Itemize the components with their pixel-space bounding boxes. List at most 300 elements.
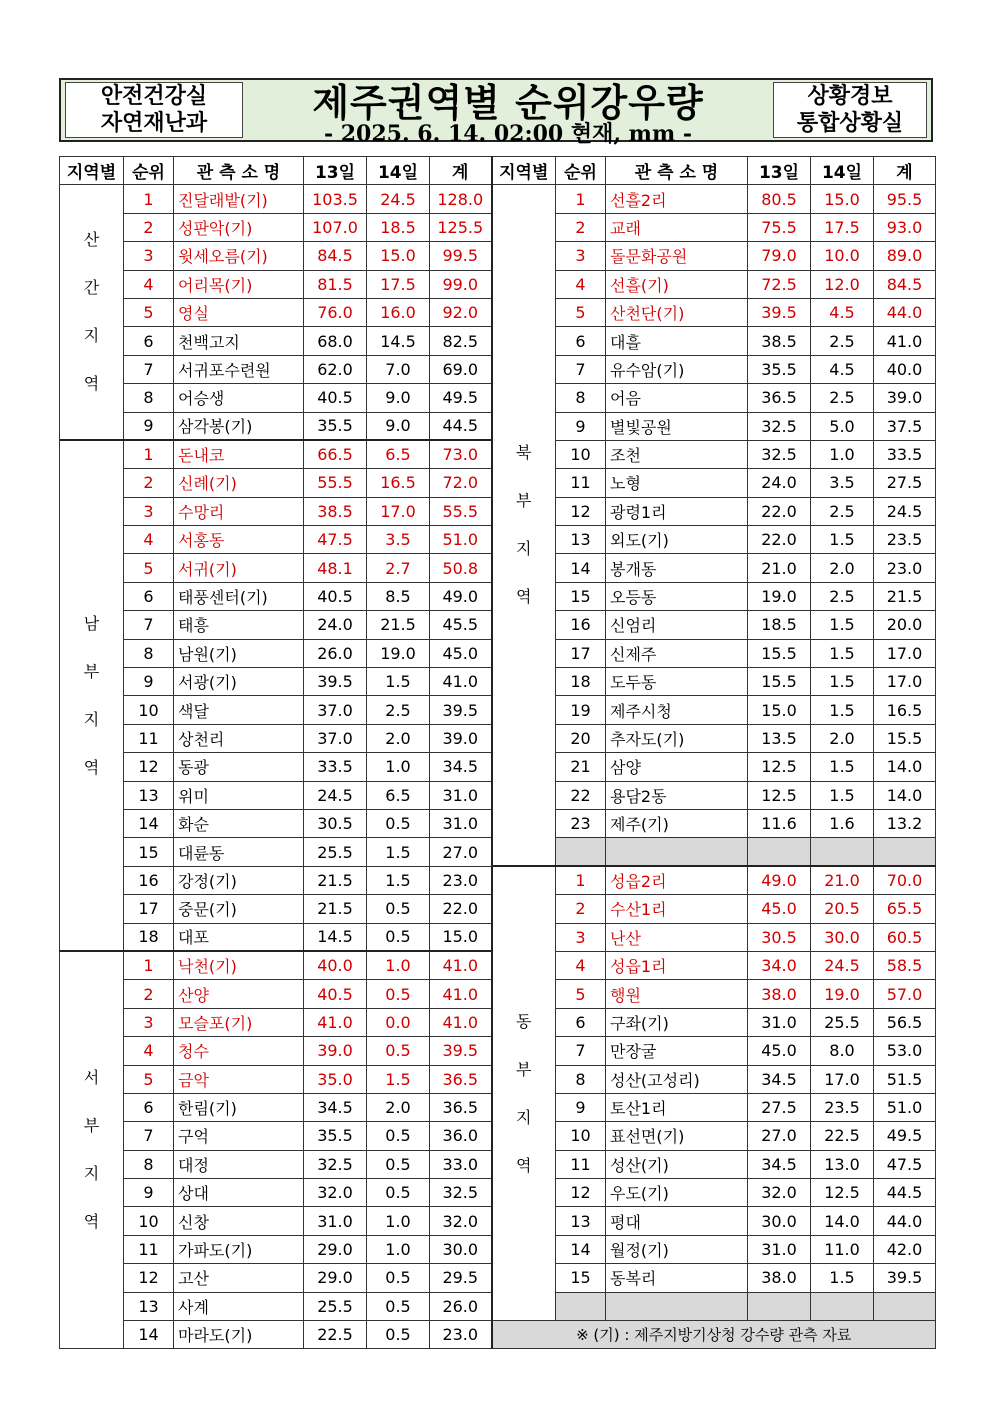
station-name: 모슬포(기)	[174, 1008, 304, 1036]
day14-value: 1.5	[367, 668, 430, 696]
day14-value: 17.0	[367, 497, 430, 525]
day13-value: 27.5	[748, 1093, 811, 1121]
rainfall-table-container	[59, 156, 936, 1349]
station-name: 대륜동	[174, 838, 304, 866]
day13-value: 30.5	[304, 809, 367, 837]
day14-value: 8.5	[367, 582, 430, 610]
station-name: 돈내코	[174, 440, 304, 468]
total-value: 73.0	[430, 440, 492, 468]
station-name: 성판악(기)	[174, 213, 304, 241]
day14-value: 24.5	[367, 185, 430, 213]
total-value: 41.0	[874, 327, 936, 355]
day14-value: 2.0	[811, 724, 874, 752]
rank-cell: 16	[124, 866, 174, 894]
day14-value: 1.5	[811, 639, 874, 667]
station-header: 관 측 소 명	[174, 157, 304, 185]
rank-cell: 18	[556, 668, 606, 696]
day14-value: 1.0	[367, 951, 430, 979]
total-value: 14.0	[874, 781, 936, 809]
total-value: 20.0	[874, 611, 936, 639]
station-name: 조천	[606, 440, 748, 468]
region-header: 지역별	[492, 157, 556, 185]
day13-value: 41.0	[304, 1008, 367, 1036]
rank-cell: 14	[124, 1321, 174, 1349]
rank-header: 순위	[124, 157, 174, 185]
day13-value: 11.6	[748, 809, 811, 837]
rank-cell: 6	[556, 1008, 606, 1036]
day14-value: 21.5	[367, 611, 430, 639]
rank-cell: 15	[556, 1264, 606, 1292]
day13-value: 29.0	[304, 1235, 367, 1263]
day14-value: 21.0	[811, 866, 874, 894]
day14-value: 0.5	[367, 1150, 430, 1178]
total-value: 84.5	[874, 270, 936, 298]
day13-value: 49.0	[748, 866, 811, 894]
rank-cell: 4	[124, 270, 174, 298]
day14-value: 17.5	[367, 270, 430, 298]
rank-cell: 9	[556, 412, 606, 440]
day13-value: 103.5	[304, 185, 367, 213]
total-value: 56.5	[874, 1008, 936, 1036]
station-name: 가파도(기)	[174, 1235, 304, 1263]
rank-cell: 8	[124, 639, 174, 667]
station-header: 관 측 소 명	[606, 157, 748, 185]
day13-value: 12.5	[748, 781, 811, 809]
rank-cell: 20	[556, 724, 606, 752]
station-name: 상천리	[174, 724, 304, 752]
day13-value: 15.5	[748, 668, 811, 696]
total-value: 14.0	[874, 753, 936, 781]
total-value: 37.5	[874, 412, 936, 440]
day14-value: 0.5	[367, 1037, 430, 1065]
day13-value: 47.5	[304, 526, 367, 554]
day14-value: 0.5	[367, 1264, 430, 1292]
total-value: 13.2	[874, 809, 936, 837]
day13-value: 38.0	[748, 980, 811, 1008]
station-name: 유수암(기)	[606, 355, 748, 383]
table-row	[60, 1321, 936, 1349]
rank-cell: 13	[124, 781, 174, 809]
total-value: 128.0	[430, 185, 492, 213]
total-value: 55.5	[430, 497, 492, 525]
day14-value: 1.0	[811, 440, 874, 468]
rank-cell: 8	[124, 1150, 174, 1178]
day14-value: 7.0	[367, 355, 430, 383]
rank-cell: 9	[124, 1179, 174, 1207]
day14-value: 1.6	[811, 809, 874, 837]
day14-value: 1.0	[367, 1207, 430, 1235]
total-value: 23.0	[874, 554, 936, 582]
rank-cell: 2	[124, 469, 174, 497]
office-line2: 통합상황실	[796, 111, 904, 136]
day13-value: 30.5	[748, 923, 811, 951]
station-name: 남원(기)	[174, 639, 304, 667]
rank-cell: 3	[124, 242, 174, 270]
station-name: 신엄리	[606, 611, 748, 639]
day13-value: 34.5	[748, 1150, 811, 1178]
total-value: 22.0	[430, 895, 492, 923]
total-value: 51.5	[874, 1065, 936, 1093]
day14-value: 19.0	[367, 639, 430, 667]
day13-value: 21.5	[304, 866, 367, 894]
day13-value: 32.0	[748, 1179, 811, 1207]
station-name: 낙천(기)	[174, 951, 304, 979]
report-header	[59, 78, 933, 147]
office-box	[773, 82, 927, 138]
rank-cell: 11	[124, 724, 174, 752]
day14-value: 6.5	[367, 781, 430, 809]
station-name: 산양	[174, 980, 304, 1008]
report-title: 제주권역별 순위강우량	[312, 81, 704, 125]
rank-cell: 8	[124, 384, 174, 412]
day13-value: 34.0	[748, 951, 811, 979]
total-value: 21.5	[874, 582, 936, 610]
day13-value: 18.5	[748, 611, 811, 639]
total-value: 65.5	[874, 895, 936, 923]
day14-value: 1.5	[811, 668, 874, 696]
station-name: 돌문화공원	[606, 242, 748, 270]
total-value: 47.5	[874, 1150, 936, 1178]
day13-value: 37.0	[304, 724, 367, 752]
rank-cell: 1	[556, 185, 606, 213]
total-value: 34.5	[430, 753, 492, 781]
rank-cell: 3	[124, 497, 174, 525]
rank-cell: 14	[124, 809, 174, 837]
day13-value: 32.5	[304, 1150, 367, 1178]
day14-value: 6.5	[367, 440, 430, 468]
rank-cell: 12	[124, 1264, 174, 1292]
total-value: 41.0	[430, 1008, 492, 1036]
day14-value: 1.5	[811, 753, 874, 781]
total-value: 36.0	[430, 1122, 492, 1150]
station-name: 수산1리	[606, 895, 748, 923]
rank-cell: 8	[556, 1065, 606, 1093]
station-name: 월정(기)	[606, 1235, 748, 1263]
station-name: 서홍동	[174, 526, 304, 554]
day13-value: 30.0	[748, 1207, 811, 1235]
station-name: 고산	[174, 1264, 304, 1292]
day14-value: 19.0	[811, 980, 874, 1008]
day13-value: 34.5	[748, 1065, 811, 1093]
station-name: 상대	[174, 1179, 304, 1207]
day14-value: 2.0	[367, 1093, 430, 1121]
day13-value: 81.5	[304, 270, 367, 298]
rank-cell: 12	[124, 753, 174, 781]
day13-value	[748, 838, 811, 866]
station-name: 오등동	[606, 582, 748, 610]
day13-value: 22.5	[304, 1321, 367, 1349]
rank-cell: 5	[124, 1065, 174, 1093]
total-value: 125.5	[430, 213, 492, 241]
station-name: 중문(기)	[174, 895, 304, 923]
day13-value: 72.5	[748, 270, 811, 298]
department-line2: 자연재난과	[100, 111, 208, 136]
station-name: 대정	[174, 1150, 304, 1178]
total-value: 41.0	[430, 951, 492, 979]
total-value: 23.0	[430, 866, 492, 894]
station-name: 색달	[174, 696, 304, 724]
rank-cell: 1	[124, 951, 174, 979]
day14-value: 12.5	[811, 1179, 874, 1207]
rank-cell: 6	[124, 582, 174, 610]
day13-value: 34.5	[304, 1093, 367, 1121]
station-name: 영실	[174, 298, 304, 326]
total-value: 72.0	[430, 469, 492, 497]
station-name: 우도(기)	[606, 1179, 748, 1207]
day13-value: 37.0	[304, 696, 367, 724]
day13-header: 13일	[748, 157, 811, 185]
total-value: 44.5	[430, 412, 492, 440]
station-name: 삼각봉(기)	[174, 412, 304, 440]
total-value: 33.5	[874, 440, 936, 468]
day13-value: 12.5	[748, 753, 811, 781]
station-name: 성산(기)	[606, 1150, 748, 1178]
day14-value: 2.0	[811, 554, 874, 582]
station-name: 봉개동	[606, 554, 748, 582]
day14-value: 24.5	[811, 951, 874, 979]
day13-value: 22.0	[748, 526, 811, 554]
rank-cell: 18	[124, 923, 174, 951]
station-name: 용담2동	[606, 781, 748, 809]
day13-value: 19.0	[748, 582, 811, 610]
day14-value	[811, 838, 874, 866]
station-name: 천백고지	[174, 327, 304, 355]
station-name: 성산(고성리)	[606, 1065, 748, 1093]
day13-value	[748, 1292, 811, 1320]
rank-cell: 22	[556, 781, 606, 809]
total-value: 39.5	[430, 696, 492, 724]
day14-value: 0.5	[367, 1292, 430, 1320]
day14-value: 2.5	[811, 384, 874, 412]
rank-cell: 9	[556, 1093, 606, 1121]
day13-value: 25.5	[304, 838, 367, 866]
total-value: 40.0	[874, 355, 936, 383]
day14-value: 23.5	[811, 1093, 874, 1121]
rank-cell: 7	[124, 1122, 174, 1150]
rank-cell: 2	[124, 213, 174, 241]
day14-value	[811, 1292, 874, 1320]
rank-cell: 13	[124, 1292, 174, 1320]
day14-value: 12.0	[811, 270, 874, 298]
station-name: 구억	[174, 1122, 304, 1150]
station-name: 행원	[606, 980, 748, 1008]
day13-value: 38.5	[304, 497, 367, 525]
day13-value: 35.5	[304, 412, 367, 440]
day13-value: 27.0	[748, 1122, 811, 1150]
total-value: 36.5	[430, 1065, 492, 1093]
total-value: 69.0	[430, 355, 492, 383]
day14-value: 14.0	[811, 1207, 874, 1235]
region-label	[492, 185, 556, 866]
region-name: 동부지역	[516, 1011, 532, 1175]
day14-value: 4.5	[811, 355, 874, 383]
table-header-row	[60, 157, 936, 185]
station-name: 어승생	[174, 384, 304, 412]
day14-value: 17.0	[811, 1065, 874, 1093]
station-name: 사계	[174, 1292, 304, 1320]
day13-value: 48.1	[304, 554, 367, 582]
station-name: 어음	[606, 384, 748, 412]
rank-cell: 10	[556, 440, 606, 468]
department-box	[65, 82, 243, 138]
day13-value: 35.5	[304, 1122, 367, 1150]
rank-cell: 3	[556, 242, 606, 270]
day13-value: 13.5	[748, 724, 811, 752]
station-name: 성읍1리	[606, 951, 748, 979]
total-value: 39.5	[430, 1037, 492, 1065]
rank-cell: 10	[124, 1207, 174, 1235]
department-line1: 안전건강실	[100, 84, 208, 109]
day14-value: 16.5	[367, 469, 430, 497]
title-area	[249, 80, 767, 147]
day13-value: 35.5	[748, 355, 811, 383]
station-name: 한림(기)	[174, 1093, 304, 1121]
region-label	[60, 185, 124, 441]
day13-value: 84.5	[304, 242, 367, 270]
day13-value: 25.5	[304, 1292, 367, 1320]
day14-value: 17.5	[811, 213, 874, 241]
station-name: 서귀포수련원	[174, 355, 304, 383]
day13-value: 21.0	[748, 554, 811, 582]
day13-value: 62.0	[304, 355, 367, 383]
total-value: 51.0	[430, 526, 492, 554]
rank-cell: 5	[556, 298, 606, 326]
day14-value: 8.0	[811, 1037, 874, 1065]
day14-value: 0.5	[367, 809, 430, 837]
day13-value: 32.0	[304, 1179, 367, 1207]
rank-cell: 23	[556, 809, 606, 837]
day13-value: 40.5	[304, 582, 367, 610]
rank-cell: 17	[124, 895, 174, 923]
total-value	[874, 838, 936, 866]
day14-value: 22.5	[811, 1122, 874, 1150]
day14-value: 2.0	[367, 724, 430, 752]
total-header: 계	[430, 157, 492, 185]
region-header: 지역별	[60, 157, 124, 185]
total-value: 36.5	[430, 1093, 492, 1121]
day14-value: 4.5	[811, 298, 874, 326]
total-value: 27.0	[430, 838, 492, 866]
rank-cell: 8	[556, 384, 606, 412]
rank-cell: 3	[124, 1008, 174, 1036]
region-label	[60, 440, 124, 951]
total-value: 51.0	[874, 1093, 936, 1121]
total-value: 57.0	[874, 980, 936, 1008]
day14-value: 0.5	[367, 1321, 430, 1349]
station-name: 선흘(기)	[606, 270, 748, 298]
day14-value: 1.5	[811, 1264, 874, 1292]
day13-value: 76.0	[304, 298, 367, 326]
day13-value: 75.5	[748, 213, 811, 241]
total-value: 89.0	[874, 242, 936, 270]
day13-value: 45.0	[748, 895, 811, 923]
station-name: 표선면(기)	[606, 1122, 748, 1150]
total-value: 82.5	[430, 327, 492, 355]
total-value: 17.0	[874, 668, 936, 696]
station-name: 청수	[174, 1037, 304, 1065]
day13-value: 24.5	[304, 781, 367, 809]
station-name: 신창	[174, 1207, 304, 1235]
rank-cell: 21	[556, 753, 606, 781]
rank-cell: 9	[124, 412, 174, 440]
footnote: ※ (기) : 제주지방기상청 강수량 관측 자료	[492, 1321, 936, 1349]
rank-cell: 17	[556, 639, 606, 667]
total-value: 29.5	[430, 1264, 492, 1292]
day14-value: 13.0	[811, 1150, 874, 1178]
station-name: 어리목(기)	[174, 270, 304, 298]
total-value	[874, 1292, 936, 1320]
day14-value: 5.0	[811, 412, 874, 440]
rank-cell: 4	[124, 526, 174, 554]
station-name: 윗세오름(기)	[174, 242, 304, 270]
station-name: 별빛공원	[606, 412, 748, 440]
day13-value: 32.5	[748, 412, 811, 440]
station-name: 평대	[606, 1207, 748, 1235]
day13-value: 15.5	[748, 639, 811, 667]
station-name: 난산	[606, 923, 748, 951]
day14-value: 9.0	[367, 384, 430, 412]
day14-value: 20.5	[811, 895, 874, 923]
day14-value: 15.0	[367, 242, 430, 270]
station-name: 강정(기)	[174, 866, 304, 894]
rank-cell: 7	[556, 1037, 606, 1065]
station-name: 태흥	[174, 611, 304, 639]
station-name: 제주시청	[606, 696, 748, 724]
day13-value: 21.5	[304, 895, 367, 923]
station-name: 제주(기)	[606, 809, 748, 837]
day13-value: 31.0	[748, 1235, 811, 1263]
rainfall-table	[59, 156, 936, 1349]
station-name: 노형	[606, 469, 748, 497]
office-line1: 상황경보	[807, 84, 893, 109]
day14-value: 1.5	[367, 838, 430, 866]
day13-value: 26.0	[304, 639, 367, 667]
station-name: 도두동	[606, 668, 748, 696]
day13-value: 24.0	[304, 611, 367, 639]
day14-value: 18.5	[367, 213, 430, 241]
day13-value: 68.0	[304, 327, 367, 355]
station-name: 토산1리	[606, 1093, 748, 1121]
day13-value: 79.0	[748, 242, 811, 270]
rank-cell: 14	[556, 554, 606, 582]
station-name: 동광	[174, 753, 304, 781]
station-name: 추자도(기)	[606, 724, 748, 752]
total-value: 23.0	[430, 1321, 492, 1349]
total-value: 31.0	[430, 781, 492, 809]
station-name: 삼양	[606, 753, 748, 781]
station-name: 진달래밭(기)	[174, 185, 304, 213]
total-value: 31.0	[430, 809, 492, 837]
rank-header: 순위	[556, 157, 606, 185]
total-value: 44.0	[874, 298, 936, 326]
region-label	[60, 951, 124, 1348]
rank-cell: 10	[124, 696, 174, 724]
day14-value: 0.5	[367, 923, 430, 951]
rank-cell: 7	[556, 355, 606, 383]
station-name: 서광(기)	[174, 668, 304, 696]
total-value: 32.5	[430, 1179, 492, 1207]
station-name	[606, 838, 748, 866]
day13-value: 15.0	[748, 696, 811, 724]
table-row	[60, 185, 936, 213]
rank-cell: 1	[556, 866, 606, 894]
day13-value: 32.5	[748, 440, 811, 468]
total-value: 32.0	[430, 1207, 492, 1235]
total-value: 33.0	[430, 1150, 492, 1178]
total-value: 49.5	[874, 1122, 936, 1150]
rank-cell: 5	[556, 980, 606, 1008]
rank-cell: 6	[124, 327, 174, 355]
